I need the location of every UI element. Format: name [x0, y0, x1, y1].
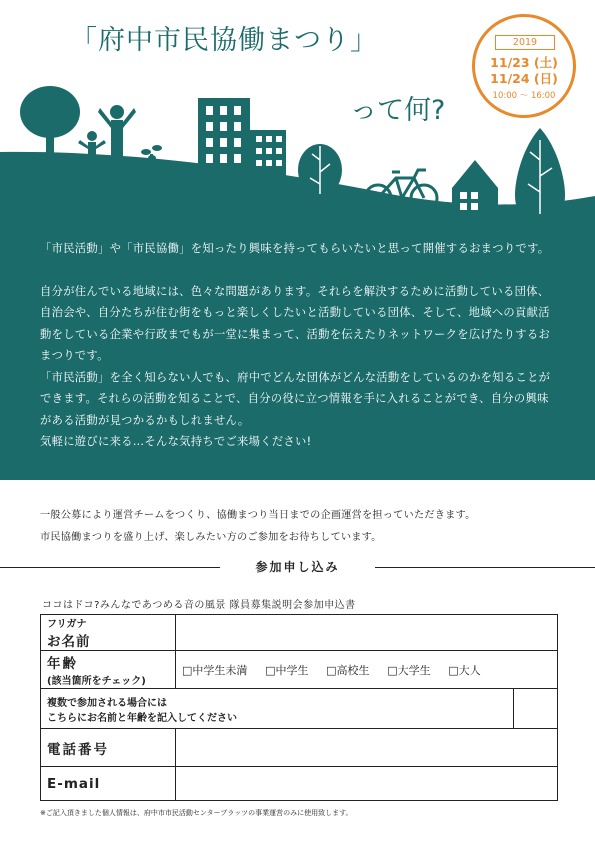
building-icon [198, 98, 250, 180]
phone-row [41, 729, 558, 767]
name-label-cell [41, 615, 176, 651]
phone-label-cell [41, 729, 176, 767]
building-icon [250, 130, 286, 186]
badge-date-1: 11/23 (土) [490, 55, 558, 70]
badge-year: 2019 [495, 35, 555, 50]
page-title: 「府中市民協働まつり」 [70, 25, 378, 56]
age-checkbox-adult[interactable]: □大人 [448, 663, 481, 677]
age-checkbox-under-junior-high[interactable]: □中学生未満 [182, 663, 248, 677]
badge-date-2: 11/24 (日) [490, 71, 558, 86]
phone-field[interactable] [176, 729, 558, 767]
intro-paragraph-2: 自分が住んでいる地域には、色々な問題があります。それらを解決するために活動している団体、自治会や、自分たちが住む街をもっと楽しくしたいと活動している団体、そして、地域への貢献活動をしている企業や行政までもが一堂に集まって、活動を伝えたりネットワークを広げたりするおまつりです。 [40, 285, 551, 363]
age-row [41, 651, 558, 689]
form-title: ココはドコ?みんなであつめる音の風景 隊員募集説明会参加申込書 [42, 600, 356, 611]
age-note: (該当箇所をチェック) [47, 676, 146, 687]
intro-paragraph-4: 気軽に遊びに来る…そんな気持ちでご来場ください! [40, 435, 312, 448]
multiple-label-cell [41, 689, 514, 729]
application-form [40, 614, 558, 801]
people-icon [78, 105, 136, 160]
name-row [41, 615, 558, 651]
recruitment-notice [40, 505, 570, 549]
age-label-cell [41, 651, 176, 689]
multiple-row [41, 689, 558, 729]
multiple-label-1: 複数で参加される場合には [47, 697, 167, 709]
intro-paragraph-1: 「市民活動」や「市民協働」を知ったり興味を持ってもらいたいと思って開催するおまつりです。 [40, 242, 550, 255]
email-label-cell [41, 767, 176, 801]
phone-label: 電話番号 [47, 741, 109, 758]
house-icon [452, 160, 498, 216]
email-label: E-mail [47, 775, 101, 792]
event-date-badge [472, 14, 576, 118]
multiple-field[interactable] [514, 689, 558, 729]
notice-line-2: 市民協働まつりを盛り上げ、楽しみたい方のご参加をお待ちしています。 [40, 532, 382, 543]
intro-paragraph-3: 「市民活動」を全く知らない人でも、府中でどんな団体がどんな活動をしているのかを知ることができます。それらの活動を知ることで、自分の役に立つ情報を手に入れることができ、自分の興味がある活動が見つかるかもしれません。 [40, 371, 551, 427]
age-options [176, 651, 558, 689]
name-field[interactable] [176, 615, 558, 651]
email-row [41, 767, 558, 801]
notice-line-1: 一般公募により運営チームをつくり、協働まつり当日までの企画運営を担っていただきます。 [40, 510, 476, 521]
furigana-label: フリガナ [47, 619, 87, 630]
tree-icon [515, 128, 565, 215]
privacy-footnote: ※ご記入頂きました個人情報は、府中市市民活動センタープラッツの事業運営のみに使用致します。 [40, 809, 353, 817]
age-checkbox-university[interactable]: □大学生 [387, 663, 431, 677]
email-field[interactable] [176, 767, 558, 801]
application-heading: 参加申し込み [220, 558, 375, 575]
page-subtitle: って何? [350, 95, 446, 126]
tree-icon [20, 86, 80, 160]
multiple-label-2: こちらにお名前と年齢を記入してください [47, 712, 237, 724]
age-label: 年齢 [47, 656, 78, 672]
badge-time: 10:00 〜 16:00 [492, 91, 556, 101]
age-checkbox-high-school[interactable]: □高校生 [326, 663, 370, 677]
age-checkbox-junior-high[interactable]: □中学生 [265, 663, 309, 677]
name-label: お名前 [47, 634, 91, 650]
